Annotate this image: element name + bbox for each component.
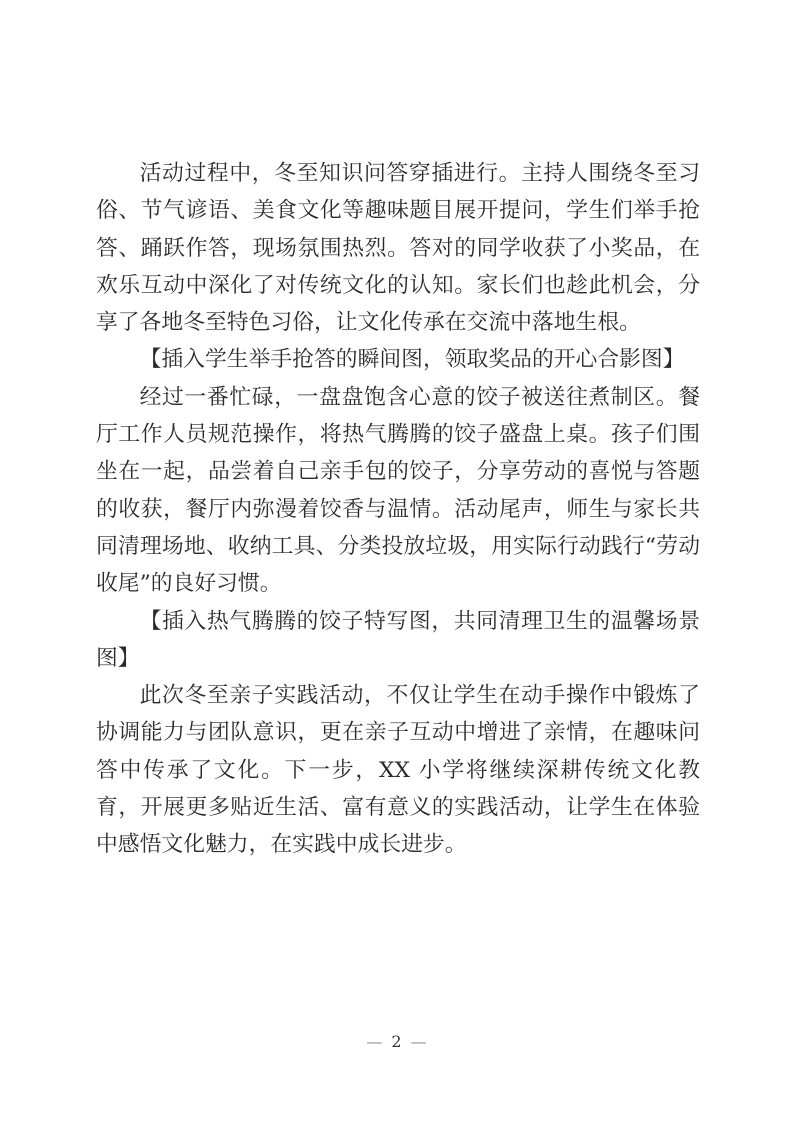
page-number: 2 [391, 1032, 402, 1051]
document-body [96, 155, 700, 864]
image-placeholder-note-2: 【插入热气腾腾的饺子特写图，共同清理卫生的温馨场景图】 [96, 608, 700, 671]
paragraph-activity-quiz: 活动过程中，冬至知识问答穿插进行。主持人围绕冬至习俗、节气谚语、美食文化等趣味题目展开提问，学生们举手抢答、踊跃作答，现场氛围热烈。答对的同学收获了小奖品，在欢乐互动中深化了对传统文化的认知。家长们也趁此机会，分享了各地冬至特色习俗，让文化传承在交流中落地生根。 [96, 161, 700, 336]
footer-dash-left: — [366, 1032, 383, 1051]
paragraph-summary: 此次冬至亲子实践活动，不仅让学生在动手操作中锻炼了协调能力与团队意识，更在亲子互动中增进了亲情，在趣味问答中传承了文化。下一步，XX 小学将继续深耕传统文化教育，开展更多贴近生活、富有意义的实践活动，让学生在体验中感悟文化魅力，在实践中成长进步。 [96, 683, 700, 858]
page-footer [0, 1030, 793, 1054]
footer-dash-right: — [410, 1032, 427, 1051]
image-placeholder-note-1: 【插入学生举手抢答的瞬间图，领取奖品的开心合影图】 [139, 347, 685, 373]
paragraph-dumpling-tasting: 经过一番忙碌，一盘盘饱含心意的饺子被送往煮制区。餐厅工作人员规范操作，将热气腾腾的饺子盛盘上桌。孩子们围坐在一起，品尝着自己亲手包的饺子，分享劳动的喜悦与答题的收获，餐厅内弥漫着饺香与温情。活动尾声，师生与家长共同清理场地、收纳工具、分类投放垃圾，用实际行动践行“劳动收尾”的良好习惯。 [96, 384, 700, 597]
